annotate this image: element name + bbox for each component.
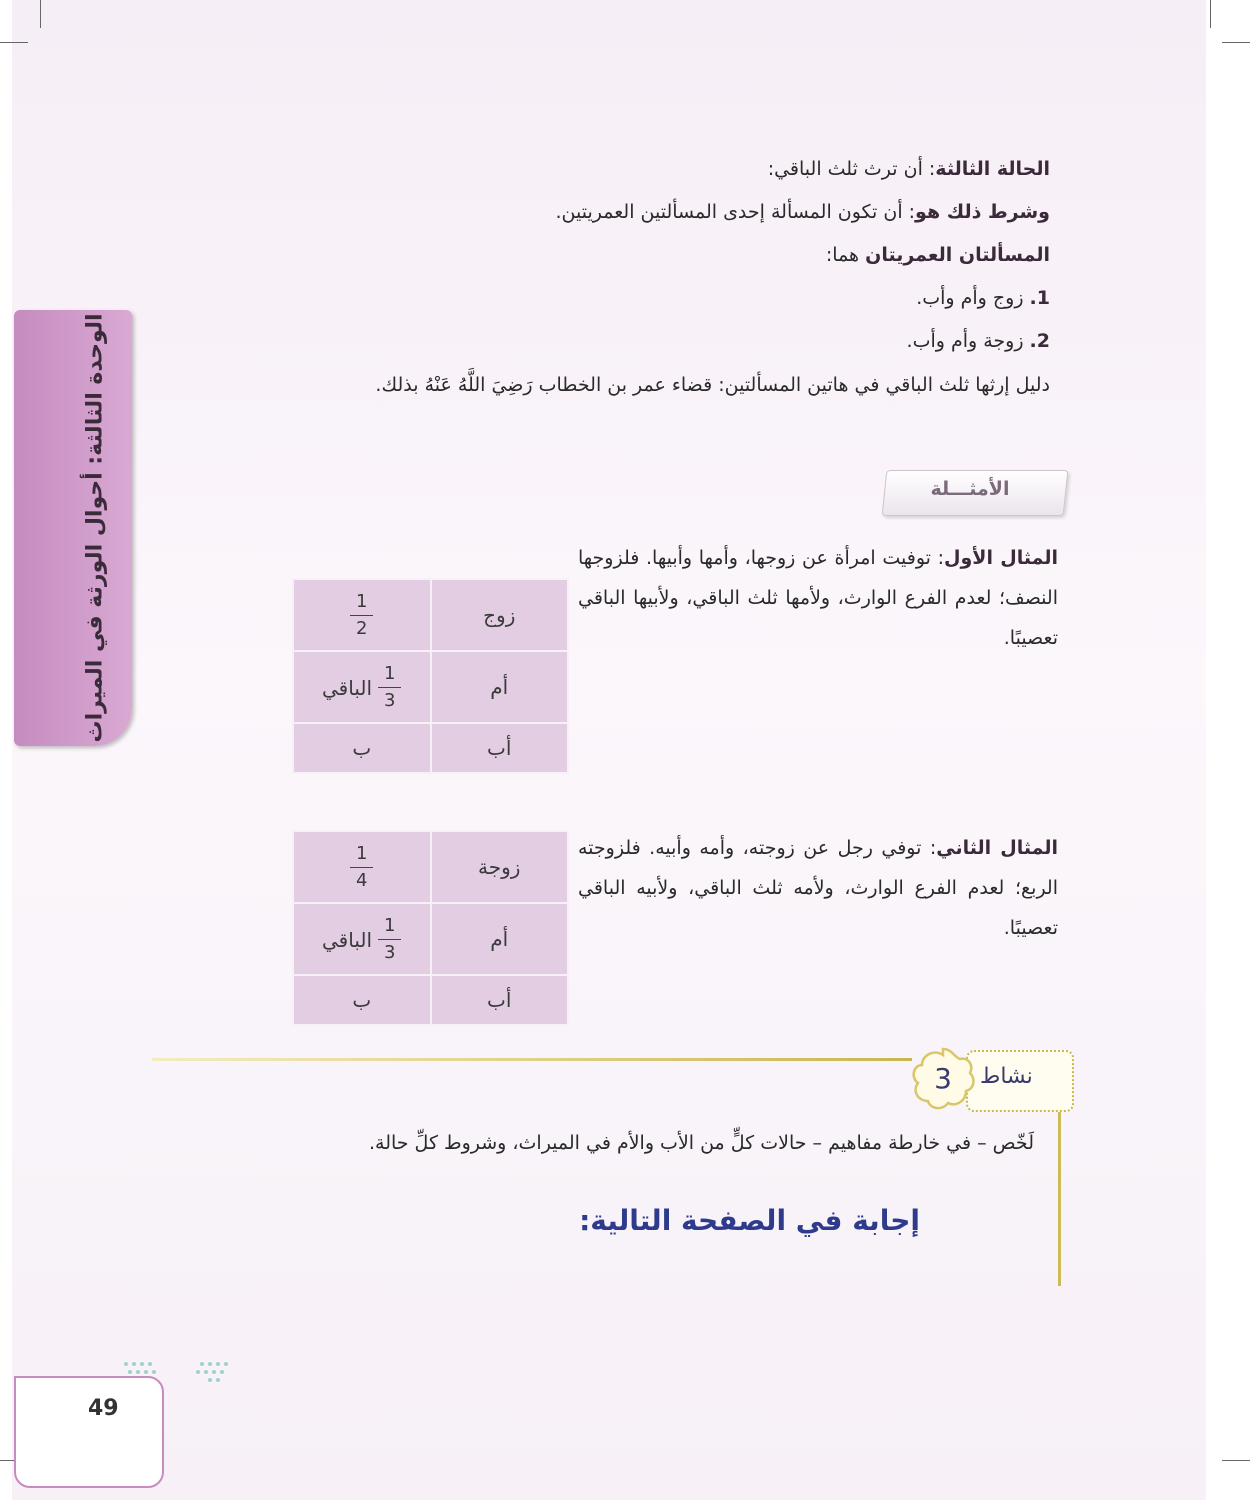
condition-line: [556, 201, 1050, 223]
case3-line: [768, 158, 1050, 180]
page-number-box: [14, 1376, 164, 1488]
fraction: [378, 913, 401, 966]
fraction-denominator: 3: [384, 942, 396, 963]
item2-number: 2.: [1029, 330, 1050, 352]
example1-label: المثال الأول: [944, 547, 1058, 569]
example2-label: المثال الثاني: [936, 837, 1058, 859]
item2-text: زوجة وأم وأب.: [906, 330, 1030, 352]
page: [12, 0, 1206, 1500]
example1-paragraph: [578, 538, 1058, 658]
fraction: [350, 841, 373, 894]
condition-text: : أن تكون المسألة إحدى المسألتين العمريتين.: [555, 201, 916, 223]
remainder-label: الباقي: [322, 675, 373, 700]
example2-text: : توفي رجل عن زوجته، وأمه وأبيه. فلزوجته الربع؛ لعدم الفرع الوارث، ولأمه ثلث الباقي، ولأبيه الباقي تعصيبًا.: [578, 837, 1058, 939]
fraction-numerator: 1: [378, 913, 401, 940]
share-cell: [293, 903, 431, 975]
activity-label: نشاط: [980, 1064, 1033, 1089]
heir-cell: زوج: [431, 579, 569, 651]
example2-paragraph: [578, 828, 1058, 948]
share-cell: ب: [293, 975, 431, 1025]
list-item-1: [916, 287, 1050, 309]
table-row: [293, 831, 568, 903]
activity-divider: [152, 1058, 912, 1061]
fraction-denominator: 4: [356, 869, 368, 891]
fraction-denominator: 3: [384, 690, 396, 711]
crop-mark: [1210, 0, 1211, 28]
fraction: [350, 589, 373, 642]
crop-mark: [40, 0, 41, 28]
fraction-numerator: 1: [350, 841, 373, 868]
evidence-line: دليل إرثها ثلث الباقي في هاتين المسألتين: قضاء عمر بن الخطاب رَضِيَ اللَّهُ عَنْهُ بذلك.: [375, 374, 1050, 396]
heir-cell: أب: [431, 975, 569, 1025]
condition-label: وشرط ذلك هو: [915, 201, 1050, 223]
item1-text: زوج وأم وأب.: [916, 287, 1030, 309]
crop-mark: [1222, 1460, 1250, 1461]
table-row: [293, 903, 568, 975]
example1-text: : توفيت امرأة عن زوجها، وأمها وأبيها. فلزوجها النصف؛ لعدم الفرع الوارث، ولأمها ثلث الباقي، ولأبيها الباقي تعصيبًا.: [578, 547, 1058, 649]
share-cell: [293, 651, 431, 723]
list-item-2: [907, 330, 1050, 352]
item1-number: 1.: [1029, 287, 1050, 309]
case3-text: : أن ترث ثلث الباقي:: [767, 158, 936, 180]
page-number: 49: [88, 1396, 119, 1421]
table-row: [293, 723, 568, 773]
fraction: [378, 661, 401, 714]
unit-side-tab: [14, 310, 132, 746]
table-row: [293, 651, 568, 723]
heir-cell: أم: [431, 651, 569, 723]
crop-mark: [0, 42, 28, 43]
heir-cell: زوجة: [431, 831, 569, 903]
table-row: [293, 579, 568, 651]
activity-number: 3: [934, 1062, 952, 1095]
case3-label: الحالة الثالثة: [935, 158, 1050, 180]
heir-cell: أم: [431, 903, 569, 975]
umariyyatan-text: هما:: [825, 244, 866, 266]
table-row: [293, 975, 568, 1025]
example2-table: [292, 830, 569, 1026]
activity-vertical-rule: [1058, 1100, 1061, 1286]
share-cell: [293, 831, 431, 903]
crop-mark: [1222, 42, 1250, 43]
umariyyatan-label: المسألتان العمريتان: [865, 244, 1050, 266]
share-cell: [293, 579, 431, 651]
umariyyatan-line: [826, 244, 1050, 266]
share-cell: ب: [293, 723, 431, 773]
fraction-numerator: 1: [378, 661, 401, 688]
remainder-share: [322, 913, 401, 966]
fraction-numerator: 1: [350, 589, 373, 616]
fraction-denominator: 2: [356, 617, 368, 639]
answer-note: إجابة في الصفحة التالية:: [579, 1204, 920, 1237]
remainder-share: [322, 661, 401, 714]
heir-cell: أب: [431, 723, 569, 773]
remainder-label: الباقي: [322, 927, 373, 952]
unit-title: الوحدة الثالثة: أحوال الورثة في الميراث: [82, 313, 108, 743]
example1-table: [292, 578, 569, 774]
examples-title: الأمثـــلة: [930, 478, 1010, 500]
activity-instruction: لَخّص – في خارطة مفاهيم – حالات كلٍّ من الأب والأم في الميراث، وشروط كلِّ حالة.: [368, 1132, 1034, 1154]
